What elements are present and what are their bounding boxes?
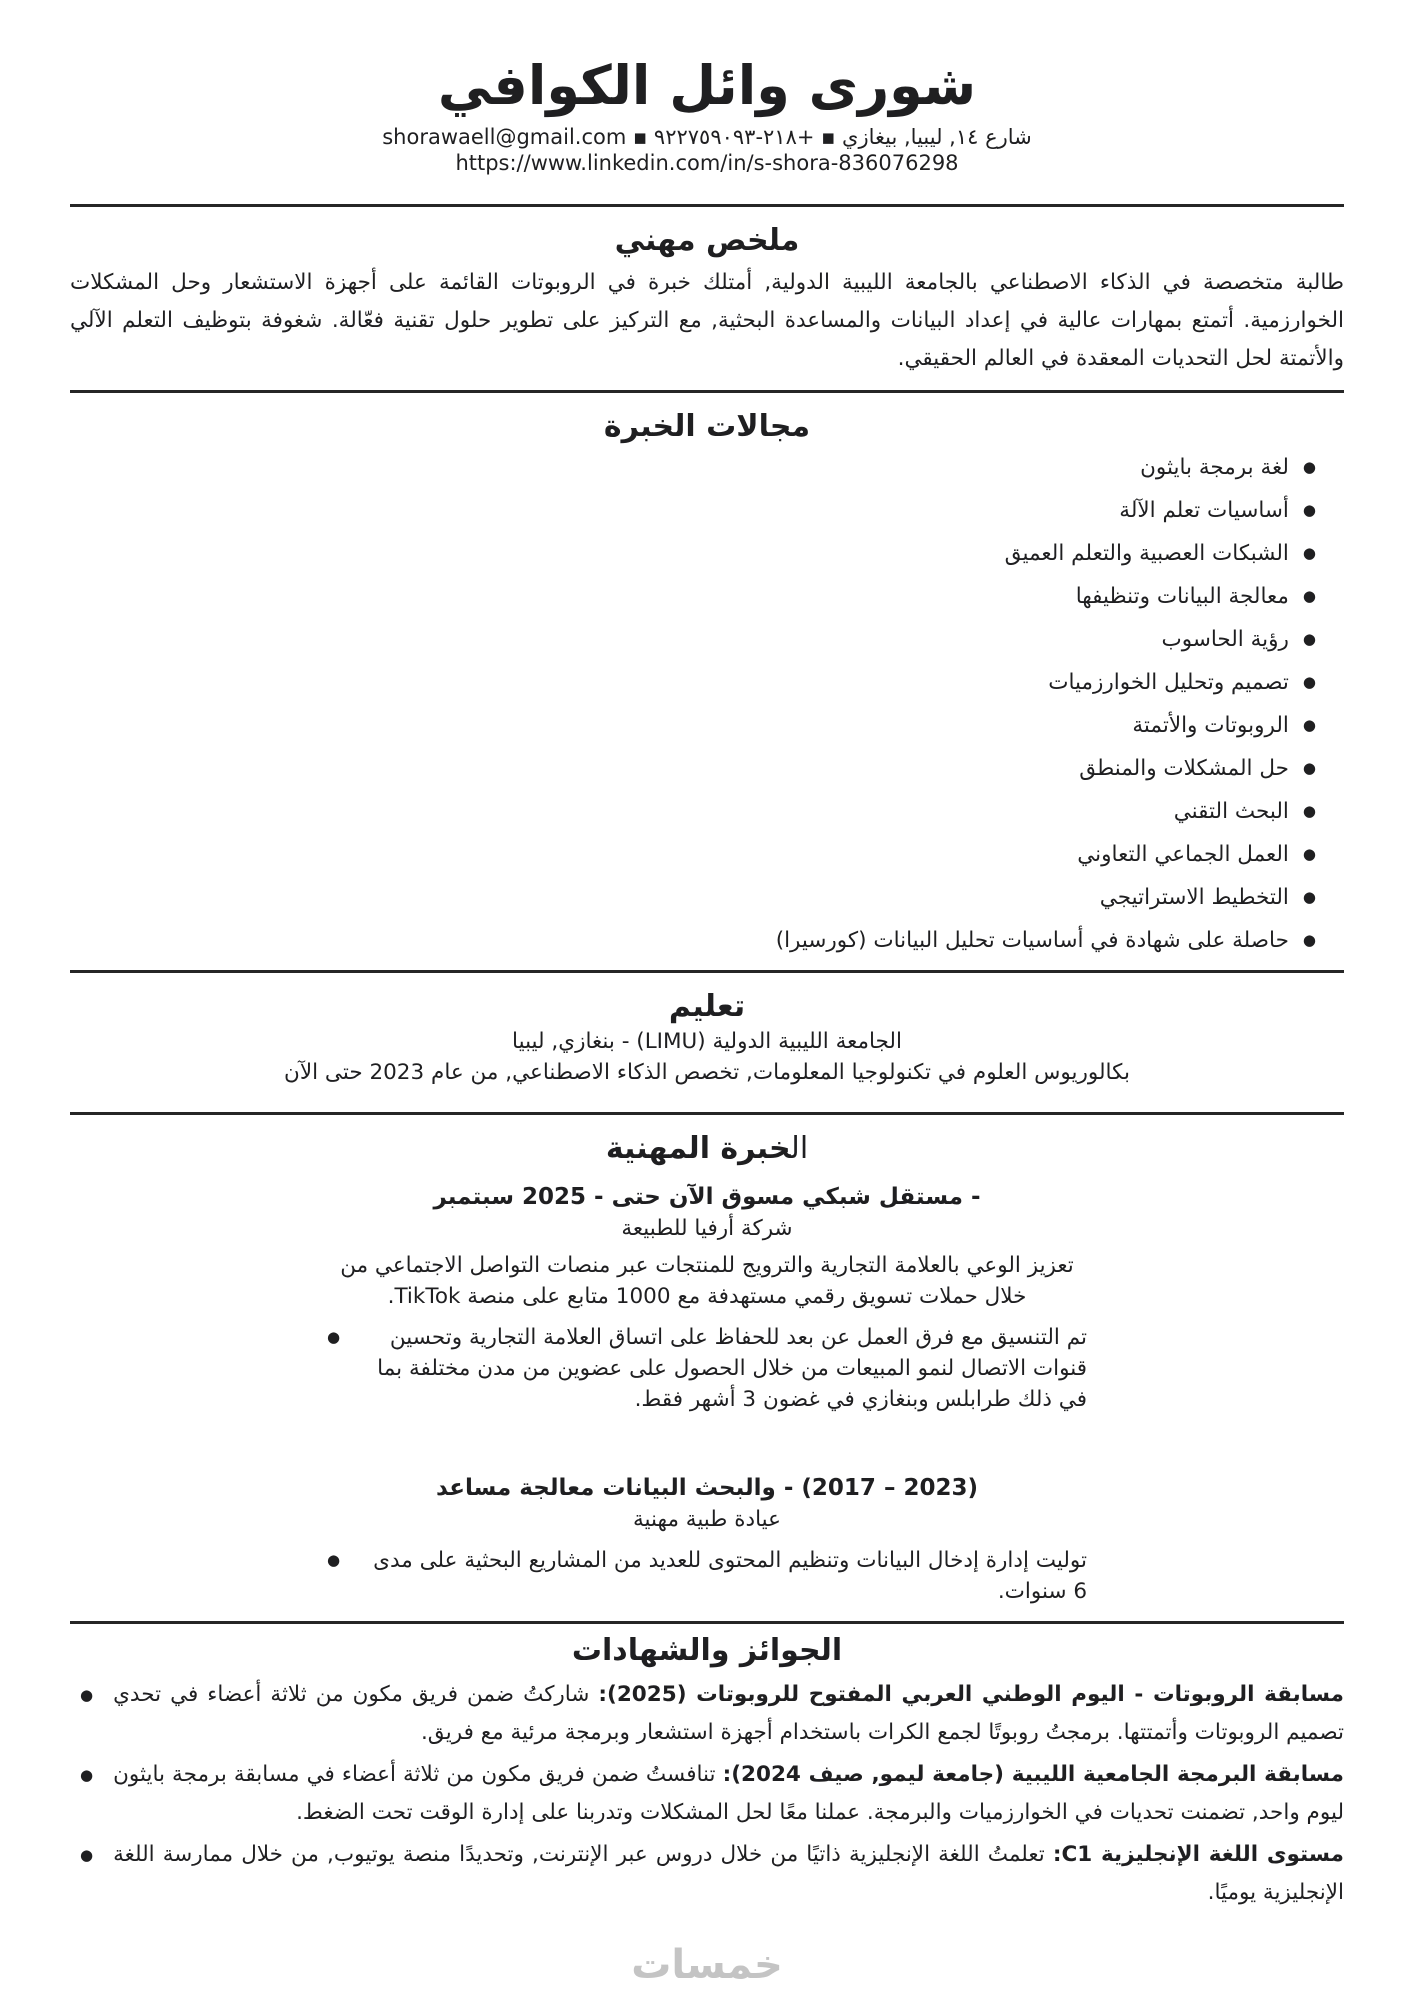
award-description: شاركتُ ضمن فريق مكون من ثلاثة أعضاء في تحدي تصميم الروبوتات وأتمتتها. برمجتُ روبوتًا لجمع الكرات باستخدام أجهزة استشعار وبرمجة مرئية مع فريق. [113,1682,1344,1746]
skills-section [70,408,1344,962]
job-bullet-list [327,1545,1087,1607]
education-section [70,988,1344,1088]
skill-label: البحث التقني [1173,799,1289,825]
job-title-dates: سبتمبر 2025 - حتى الآن مسوق شبكي مستقل - [433,1184,981,1211]
bullet-icon: ● [1302,759,1316,778]
skill-item [70,532,1344,575]
awards-section [70,1632,1344,1912]
section-divider [70,1621,1344,1624]
bullet-icon: ● [80,1846,94,1865]
award-title: مسابقة البرمجة الجامعية الليبية (جامعة ليمو, صيف 2024): [722,1762,1344,1788]
education-institution: الجامعة الليبية الدولية (LIMU) - بنغازي, ليبيا [512,1029,902,1055]
bullet-icon: ● [80,1686,94,1705]
skill-item [70,876,1344,919]
bullet-icon: ● [80,1766,94,1785]
bullet-icon: ● [1302,544,1316,563]
skill-label: رؤية الحاسوب [1161,627,1289,653]
education-heading: تعليم [668,989,746,1025]
summary-heading: ملخص مهني [614,223,800,259]
award-item [70,1756,1344,1832]
skill-label: لغة برمجة بايثون [1140,455,1289,481]
bullet-icon: ● [1302,802,1316,821]
job-description: تعزيز الوعي بالعلامة التجارية والترويج للمنتجات عبر منصات التواصل الاجتماعي من خلال حملات تسويق رقمي مستهدفة مع 1000 متابع على منصة TikTok. [340,1253,1074,1310]
bullet-icon: ● [1302,931,1316,950]
bullet-icon: ● [1302,587,1316,606]
section-divider [70,1112,1344,1115]
skill-label: معالجة البيانات وتنظيفها [1075,584,1289,610]
experience-heading-bold: خبرة المهنية [605,1131,791,1167]
skills-heading: مجالات الخبرة [603,409,811,445]
job-company: عيادة طبية مهنية [633,1507,781,1533]
skill-item [70,919,1344,962]
award-text [113,1836,1344,1912]
skill-label: حاصلة على شهادة في أساسيات تحليل البيانات (كورسيرا) [775,928,1289,954]
skill-label: تصميم وتحليل الخوارزميات [1048,670,1289,696]
skill-label: العمل الجماعي التعاوني [1077,842,1289,868]
skills-list [70,446,1344,962]
job-bullet-item [327,1545,1087,1607]
bullet-icon: ● [1302,673,1316,692]
bullet-icon: ● [1302,501,1316,520]
summary-section [70,222,1344,378]
skill-item [70,833,1344,876]
job-title-dates: مساعد معالجة البيانات والبحث - (2017 – 2023) [436,1475,978,1502]
skill-item [70,747,1344,790]
job-bullet-list [327,1322,1087,1415]
bullet-icon: ● [1302,716,1316,735]
experience-heading [70,1130,1344,1168]
award-item [70,1836,1344,1912]
skill-item [70,489,1344,532]
job-company: شركة أرفيا للطبيعة [621,1216,793,1242]
skill-label: حل المشكلات والمنطق [1079,756,1289,782]
bullet-icon: ● [1302,630,1316,649]
contact-line: شارع ١٤, ليبيا, بيغازي ▪ +٢١٨-٩٢٢٧٥٩٠٩٣ ▪ shorawaell@gmail.com [382,125,1032,150]
awards-heading: الجوائز والشهادات [571,1633,843,1669]
award-title: مسابقة الروبوتات - اليوم الوطني العربي المفتوح للروبوتات (2025): [598,1682,1344,1708]
job-bullet-item [327,1322,1087,1415]
skill-item [70,446,1344,489]
resume-header [70,55,1344,176]
skill-item [70,618,1344,661]
skill-item [70,704,1344,747]
job-bullet-text: تم التنسيق مع فرق العمل عن بعد للحفاظ على اتساق العلامة التجارية وتحسين قنوات الاتصال لنمو المبيعات من خلال الحصول على عضوين من مدن مختلفة بما في ذلك طرابلس وبنغازي في غضون 3 أشهر فقط. [377,1325,1087,1413]
section-divider [70,204,1344,207]
experience-section [70,1130,1344,1607]
bullet-icon: ● [327,1328,341,1347]
bullet-icon: ● [1302,845,1316,864]
award-description: تعلمتُ اللغة الإنجليزية ذاتيًا من خلال دروس عبر الإنترنت, وتحديدًا منصة يوتيوب, من خلال ممارسة اللغة الإنجليزية يوميًا. [113,1842,1344,1906]
job-bullet-text: توليت إدارة إدخال البيانات وتنظيم المحتوى للعديد من المشاريع البحثية على مدى 6 سنوات. [373,1548,1087,1605]
job-entry [70,1180,1344,1415]
bullet-icon: ● [327,1551,341,1570]
job-entry [70,1471,1344,1607]
skill-item [70,575,1344,618]
bullet-icon: ● [1302,458,1316,477]
bullet-icon: ● [1302,888,1316,907]
award-text [113,1676,1344,1752]
skill-item [70,661,1344,704]
section-divider [70,390,1344,393]
award-text [113,1756,1344,1832]
skill-label: أساسيات تعلم الآلة [1119,498,1289,524]
skill-item [70,790,1344,833]
award-title: مستوى اللغة الإنجليزية C1: [1052,1842,1344,1868]
skill-label: الشبكات العصبية والتعلم العميق [1004,541,1289,567]
award-description: تنافستُ ضمن فريق مكون من ثلاثة أعضاء في مسابقة برمجة بايثون ليوم واحد, تضمنت تحديات في الخوارزميات والبرمجة. عملنا معًا لحل المشكلات وتدربنا على إدارة الوقت تحت الضغط. [113,1762,1344,1826]
award-item [70,1676,1344,1752]
education-degree: بكالوريوس العلوم في تكنولوجيا المعلومات, تخصص الذكاء الاصطناعي, من عام 2023 حتى الآن [284,1060,1130,1086]
summary-text: طالبة متخصصة في الذكاء الاصطناعي بالجامعة الليبية الدولية, أمتلك خبرة في الروبوتات القائمة على أجهزة الاستشعار وحل المشكلات الخوارزمية. أتمتع بمهارات عالية في إعداد البيانات والمساعدة البحثية, مع التركيز على تطوير حلول تقنية فعّالة. شغوفة بتوظيف التعلم الآلي والأتمتة لحل التحديات المعقدة في العالم الحقيقي. [70,270,1344,372]
experience-heading-prefix: ال [790,1131,809,1167]
person-name: شورى وائل الكوافي [437,54,977,117]
skill-label: التخطيط الاستراتيجي [1099,885,1289,911]
skill-label: الروبوتات والأتمتة [1132,713,1289,739]
section-divider [70,970,1344,973]
linkedin-url-link[interactable]: https://www.linkedin.com/in/s-shora-836076298 [455,151,959,176]
khamsat-watermark: خمسات [631,1942,783,1988]
